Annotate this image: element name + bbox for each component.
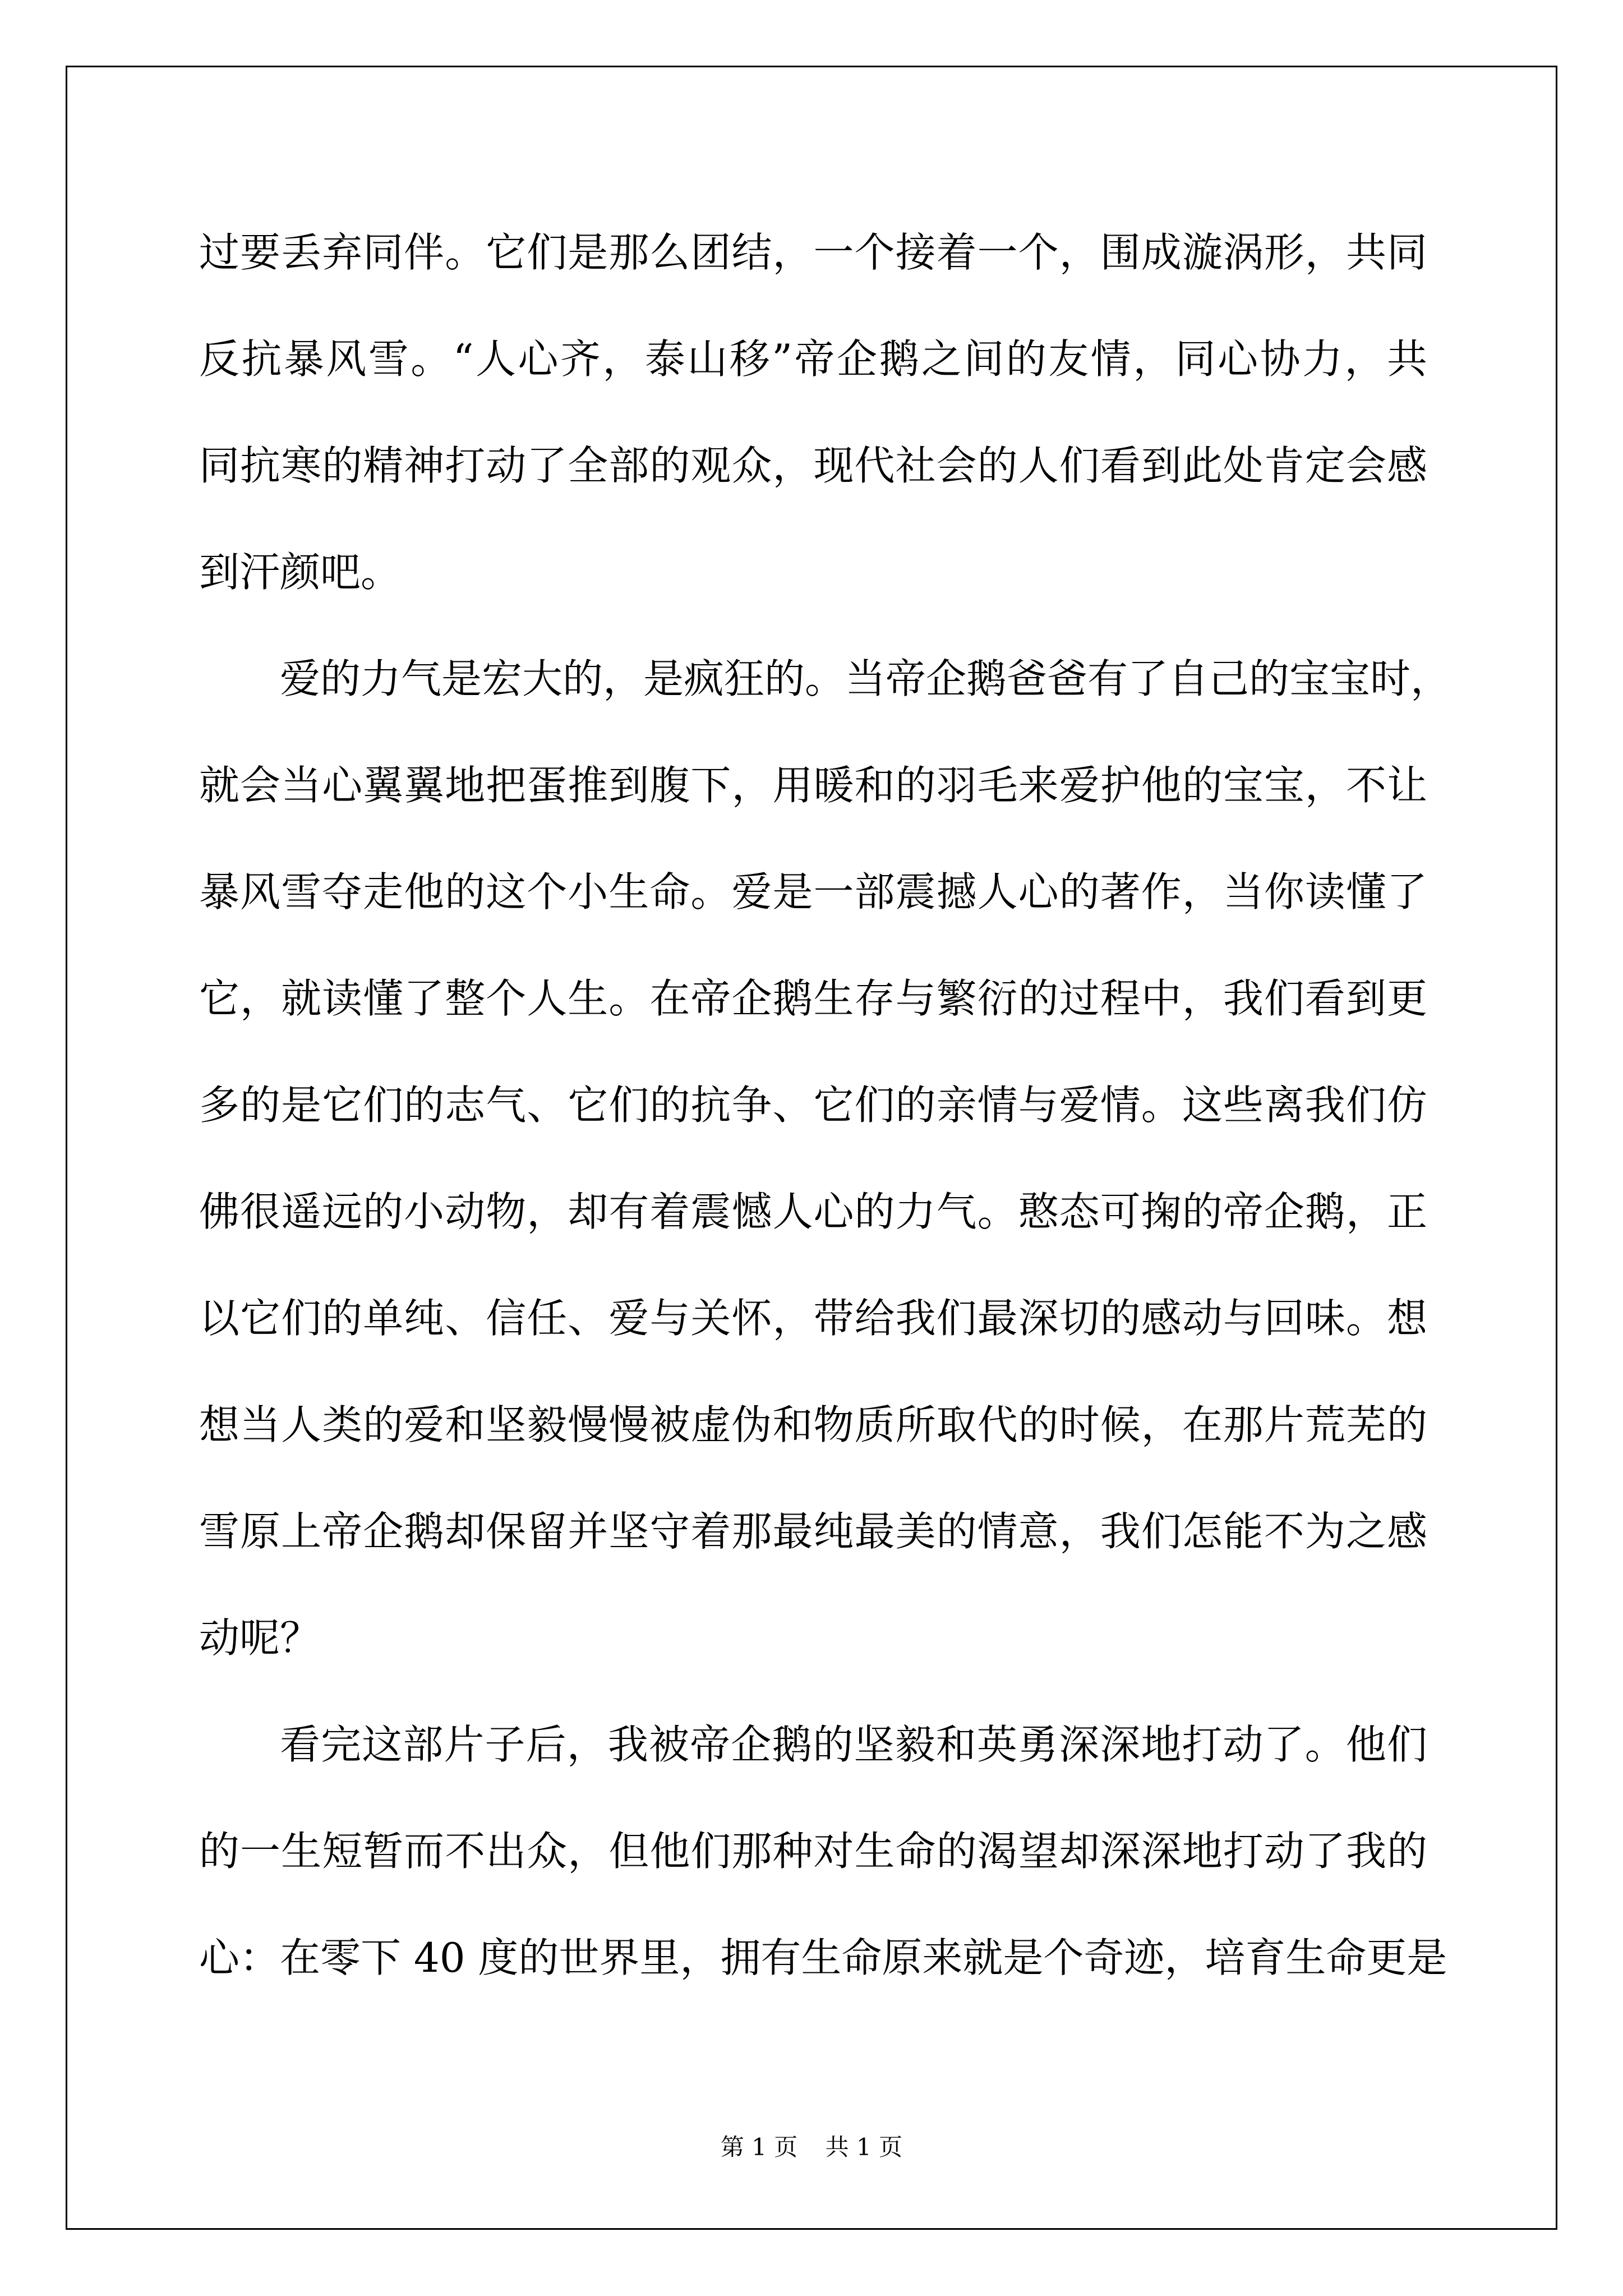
text-line: 同抗寒的精神打动了全部的观众，现代社会的人们看到此处肯定会感	[199, 442, 1427, 489]
text-line: 雪原上帝企鹅却保留并坚守着那最纯最美的情意，我们怎能不为之感	[199, 1508, 1427, 1555]
page-number: 第 1 页	[720, 2133, 798, 2161]
text-line: 心：在零下 40 度的世界里，拥有生命原来就是个奇迹，培育生命更是	[199, 1934, 1447, 1981]
text-line: 看完这部片子后，我被帝企鹅的坚毅和英勇深深地打动了。他们	[280, 1721, 1427, 1768]
document-body	[199, 199, 1451, 2011]
text-line: 多的是它们的志气、它们的抗争、它们的亲情与爱情。这些离我们仿	[199, 1082, 1427, 1129]
text-line: 佛很遥远的小动物，却有着震憾人心的力气。憨态可掬的帝企鹅，正	[199, 1188, 1427, 1235]
text-line: 暴风雪夺走他的这个小生命。爱是一部震撼人心的著作，当你读懂了	[199, 868, 1427, 915]
text-line: 爱的力气是宏大的，是疯狂的。当帝企鹅爸爸有了自己的宝宝时，	[280, 655, 1451, 702]
page-footer	[0, 2129, 1623, 2162]
text-line: 的一生短暂而不出众，但他们那种对生命的渴望却深深地打动了我的	[199, 1828, 1427, 1875]
text-line: 想当人类的爱和坚毅慢慢被虚伪和物质所取代的时候，在那片荒芜的	[199, 1401, 1427, 1448]
total-pages: 共 1 页	[825, 2133, 903, 2161]
text-line: 动呢？	[199, 1614, 321, 1662]
text-line: 就会当心翼翼地把蛋推到腹下，用暖和的羽毛来爱护他的宝宝，不让	[199, 762, 1427, 809]
text-line: 以它们的单纯、信任、爱与关怀，带给我们最深切的感动与回味。想	[199, 1295, 1427, 1342]
text-line: 过要丢弃同伴。它们是那么团结，一个接着一个，围成漩涡形，共同	[199, 229, 1427, 276]
text-line: 它，就读懂了整个人生。在帝企鹅生存与繁衍的过程中，我们看到更	[199, 975, 1427, 1022]
text-line: 反抗暴风雪。“人心齐，泰山移”帝企鹅之间的友情，同心协力，共	[199, 335, 1427, 383]
text-line: 到汗颜吧。	[199, 549, 402, 596]
